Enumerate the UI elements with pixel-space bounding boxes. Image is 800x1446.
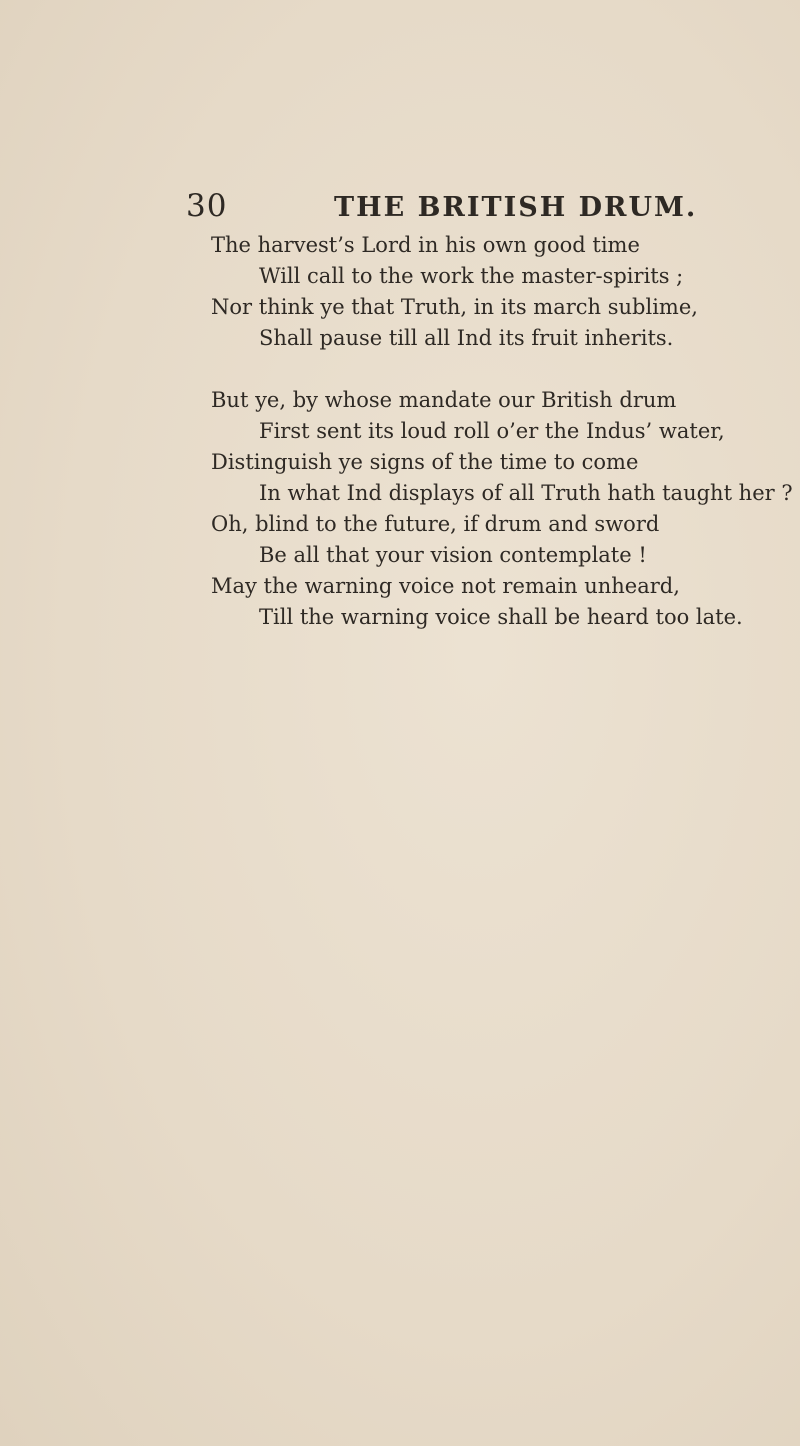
- poem-line: Till the warning voice shall be heard too late.: [259, 605, 743, 629]
- poem-line: But ye, by whose mandate our British drum: [211, 388, 677, 412]
- poem-line: Will call to the work the master-spirits ;: [259, 264, 684, 288]
- poem-line: First sent its loud roll o’er the Indus’ water,: [259, 419, 725, 443]
- page-number: 30: [186, 188, 228, 224]
- poem-line: Distinguish ye signs of the time to come: [211, 450, 639, 474]
- poem-line: Oh, blind to the future, if drum and sword: [211, 512, 660, 536]
- running-title: THE BRITISH DRUM.: [334, 192, 698, 223]
- poem-line: May the warning voice not remain unheard,: [211, 574, 680, 598]
- poem-line: The harvest’s Lord in his own good time: [211, 233, 640, 257]
- poem-line: Shall pause till all Ind its fruit inherits.: [259, 326, 674, 350]
- poem-line: In what Ind displays of all Truth hath taught her ?: [259, 481, 793, 505]
- poem-line: Nor think ye that Truth, in its march sublime,: [211, 295, 698, 319]
- poem-line: Be all that your vision contemplate !: [259, 543, 647, 567]
- stanza: [211, 385, 791, 633]
- stanza: [211, 230, 791, 354]
